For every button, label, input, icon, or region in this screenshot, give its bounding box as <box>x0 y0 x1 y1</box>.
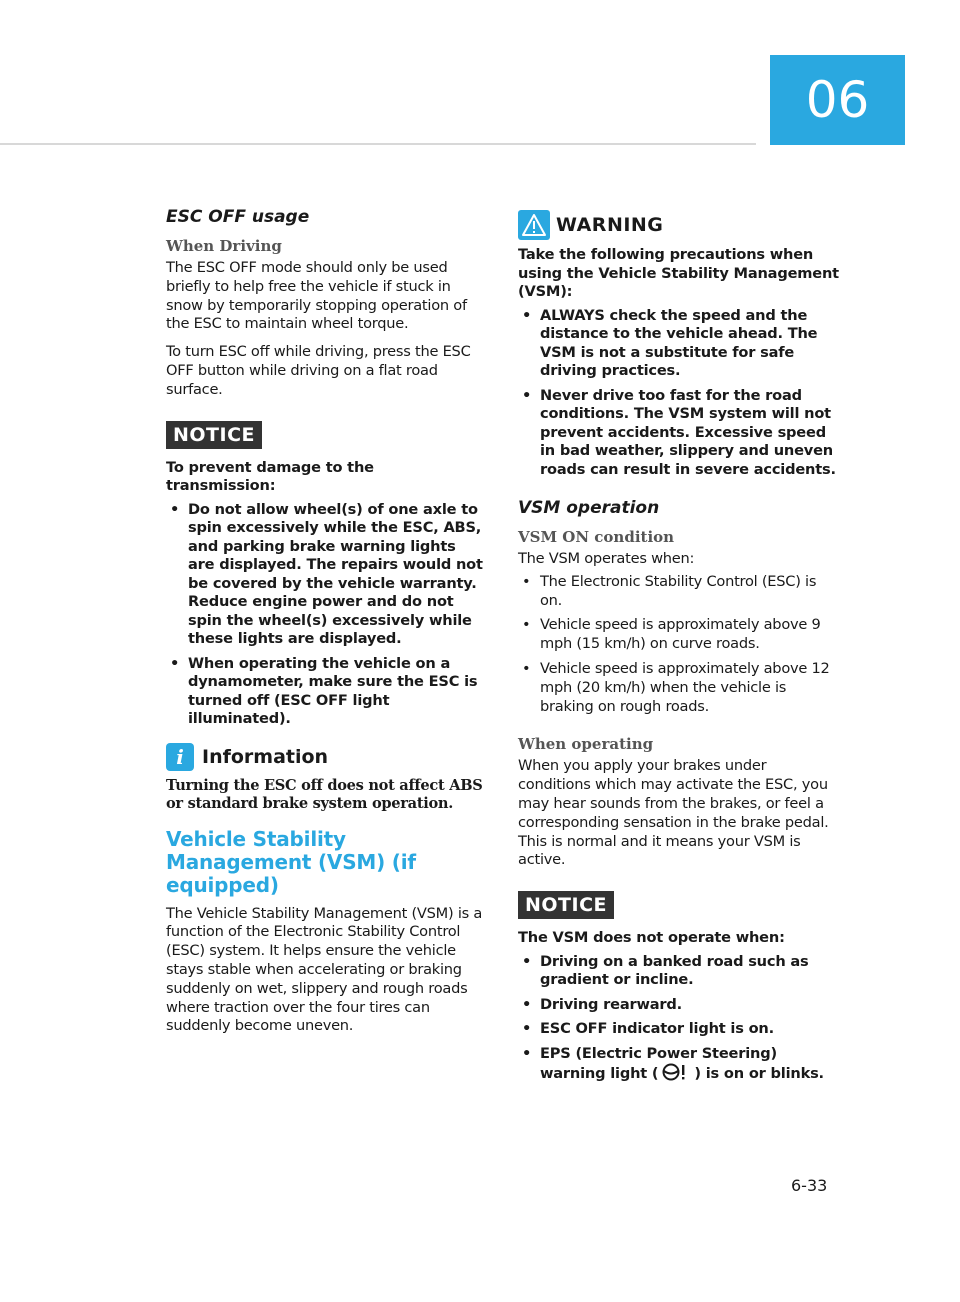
when-driving-paragraph-2: To turn ESC off while driving, press the ESC OFF button while driving on a flat road surface. <box>166 343 471 398</box>
notice-list <box>518 953 840 1084</box>
information-text: Turning the ESC off does not affect ABS or standard brake system operation. <box>166 776 483 813</box>
chapter-tab: 06 <box>770 55 905 145</box>
vsm-section-heading: Vehicle Stability Management (VSM) (if equipped) <box>166 826 416 897</box>
warning-title: WARNING <box>556 214 664 236</box>
steering-wheel-warning-icon <box>658 1063 694 1081</box>
information-title: Information <box>202 745 329 768</box>
list-item: • Driving on a banked road such as gradient or incline. <box>518 953 840 990</box>
list-item: • Vehicle speed is approximately above 9 mph (15 km/h) on curve roads. <box>518 616 840 654</box>
notice-lead: To prevent damage to the transmission: <box>166 458 374 495</box>
warning-triangle-icon <box>518 210 550 240</box>
eps-text-after: ) is on or blinks. <box>694 1065 824 1083</box>
page-number: 6-33 <box>791 1176 828 1195</box>
list-item: • The Electronic Stability Control (ESC) is on. <box>518 573 840 611</box>
list-item: • ALWAYS check the speed and the distance to the vehicle ahead. The VSM is not a substitute for safe driving practices. <box>518 307 840 381</box>
list-item: • Never drive too fast for the road conditions. The VSM system will not prevent accidents. Excessive speed in bad weather, slippery and uneven roads can result in severe accidents. <box>518 387 840 480</box>
information-header <box>166 743 484 771</box>
list-item <box>518 1045 840 1084</box>
notice-badge: NOTICE <box>166 421 262 449</box>
right-column <box>518 210 840 1090</box>
eps-text-before: EPS (Electric Power Steering) warning light ( <box>540 1044 777 1083</box>
left-column <box>166 206 484 1045</box>
warning-list <box>518 307 840 480</box>
header-rule <box>0 143 756 145</box>
warning-header <box>518 210 840 240</box>
when-driving-paragraph-1: The ESC OFF mode should only be used briefly to help free the vehicle if stuck in snow by temporarily stopping operation of the ESC to maintain wheel torque. <box>166 259 467 333</box>
list-item: • Driving rearward. <box>518 996 840 1015</box>
list-item: • When operating the vehicle on a dynamometer, make sure the ESC is turned off (ESC OFF light illuminated). <box>166 655 484 729</box>
when-operating-heading: When operating <box>518 735 654 754</box>
list-item: • Vehicle speed is approximately above 12 mph (20 km/h) when the vehicle is braking on rough roads. <box>518 660 840 716</box>
vsm-on-list <box>518 573 840 717</box>
vsm-on-lead: The VSM operates when: <box>518 550 695 567</box>
notice-lead: The VSM does not operate when: <box>518 929 785 947</box>
esc-off-usage-heading: ESC OFF usage <box>166 207 310 227</box>
warning-lead: Take the following precautions when using the Vehicle Stability Management (VSM): <box>518 246 839 300</box>
info-icon: i <box>166 743 194 771</box>
when-driving-heading: When Driving <box>166 237 282 255</box>
list-item: • ESC OFF indicator light is on. <box>518 1020 840 1039</box>
list-item: • Do not allow wheel(s) of one axle to spin excessively while the ESC, ABS, and parking brake warning lights are displayed. The repairs would not be covered by the vehicle warranty. Reduce engine power and do not spin the wheel(s) excessively while these lights are displayed. <box>166 501 484 649</box>
notice-badge: NOTICE <box>518 891 614 919</box>
vsm-paragraph: The Vehicle Stability Management (VSM) is a function of the Electronic Stability Control (ESC) system. It helps ensure the vehicle stays stable when accelerating or braking suddenly on wet, slippery and rough roads where traction over the four tires can suddenly become uneven. <box>166 904 483 1035</box>
when-operating-paragraph: When you apply your brakes under conditions which may activate the ESC, you may hear sounds from the brakes, or feel a corresponding sensation in the brake pedal. This is normal and it means your VSM is active. <box>518 757 829 869</box>
vsm-operation-heading: VSM operation <box>518 498 660 518</box>
notice-list <box>166 501 484 729</box>
vsm-on-condition-heading: VSM ON condition <box>518 528 675 546</box>
